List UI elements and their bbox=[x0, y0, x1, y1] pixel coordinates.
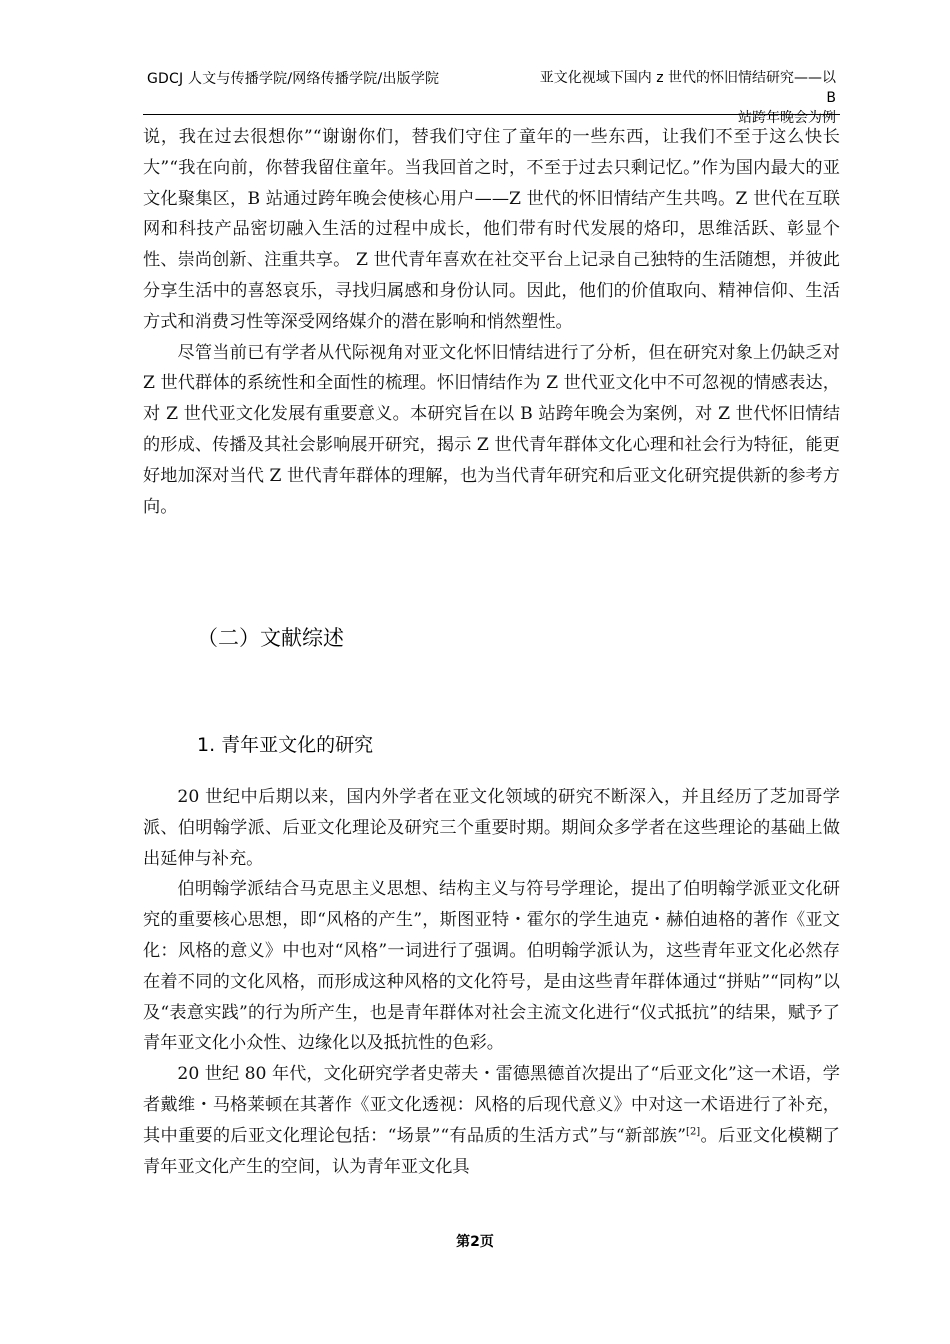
citation-ref[interactable]: [2] bbox=[686, 1126, 701, 1138]
section-heading: （二）文献综述 bbox=[197, 626, 344, 650]
paragraph: 20 世纪中后期以来，国内外学者在亚文化领域的研究不断深入，并且经历了芝加哥学派、伯明翰学派、后亚文化理论及研究三个重要时期。期间众多学者在这些理论的基础上做出延伸与补充。 bbox=[143, 787, 840, 869]
page-number: 第2页 bbox=[456, 1234, 494, 1250]
header-left: GDCJ 人文与传播学院/网络传播学院/出版学院 bbox=[147, 71, 440, 87]
literature-body bbox=[143, 782, 840, 1182]
header-right-line1: 亚文化视域下国内 z 世代的怀旧情结研究——以 B bbox=[539, 70, 836, 106]
intro-body bbox=[143, 122, 840, 522]
paragraph-continued: 说，我在过去很想你”“谢谢你们，替我们守住了童年的一些东西，让我们不至于这么快长大”“我在向前，你替我留住童年。当我回首之时，不至于过去只剩记忆。”作为国内最大的亚文化聚集区，B 站通过跨年晚会使核心用户——Z 世代的怀旧情结产生共鸣。Z 世代在互联网和科技产品密切融入生活的过程中成长，他们带有时代发展的烙印，思维活跃、彰显个性、崇尚创新、注重共享。 Z 世代青年喜欢在社交平台上记录自己独特的生活随想，并彼此分享生活中的喜怒哀乐，寻找归属感和身份认同。因此，他们的价值取向、精神信仰、生活方式和消费习性等深受网络媒介的潜在影响和悄然塑性。 bbox=[143, 127, 840, 332]
paragraph: 伯明翰学派结合马克思主义思想、结构主义与符号学理论，提出了伯明翰学派亚文化研究的重要核心思想，即“风格的产生”，斯图亚特・霍尔的学生迪克・赫伯迪格的著作《亚文化：风格的意义》中也对“风格”一词进行了强调。伯明翰学派认为，这些青年亚文化必然存在着不同的文化风格，而形成这种风格的文化符号，是由这些青年群体通过“拼贴”“同构”以及“表意实践”的行为所产生，也是青年群体对社会主流文化进行“仪式抵抗”的结果，赋予了青年亚文化小众性、边缘化以及抵抗性的色彩。 bbox=[143, 879, 840, 1054]
header-right bbox=[530, 68, 836, 128]
subsection-heading: 1. 青年亚文化的研究 bbox=[197, 734, 374, 756]
paragraph-text: 。后亚文化模糊了青年亚文化产生的空间，认为青年亚文化具 bbox=[143, 1125, 840, 1177]
header-right-line2: 站跨年晚会为例 bbox=[738, 110, 836, 126]
header-rule bbox=[143, 114, 840, 115]
paragraph-with-citation bbox=[143, 1059, 840, 1182]
paragraph-text: 20 世纪 80 年代，文化研究学者史蒂夫・雷德黑德首次提出了“后亚文化”这一术语，学者戴维・马格莱顿在其著作《亚文化透视：风格的后现代意义》中对这一术语进行了补充，其中重要的后亚文化理论包括：“场景”“有品质的生活方式”与“新部族” bbox=[143, 1064, 840, 1146]
paragraph: 尽管当前已有学者从代际视角对亚文化怀旧情结进行了分析，但在研究对象上仍缺乏对 Z 世代群体的系统性和全面性的梳理。怀旧情结作为 Z 世代亚文化中不可忽视的情感表达，对 Z 世代亚文化发展有重要意义。本研究旨在以 B 站跨年晚会为案例，对 Z 世代怀旧情结的形成、传播及其社会影响展开研究，揭示 Z 世代青年群体文化心理和社会行为特征，能更好地加深对当代 Z 世代青年群体的理解，也为当代青年研究和后亚文化研究提供新的参考方向。 bbox=[143, 342, 840, 517]
